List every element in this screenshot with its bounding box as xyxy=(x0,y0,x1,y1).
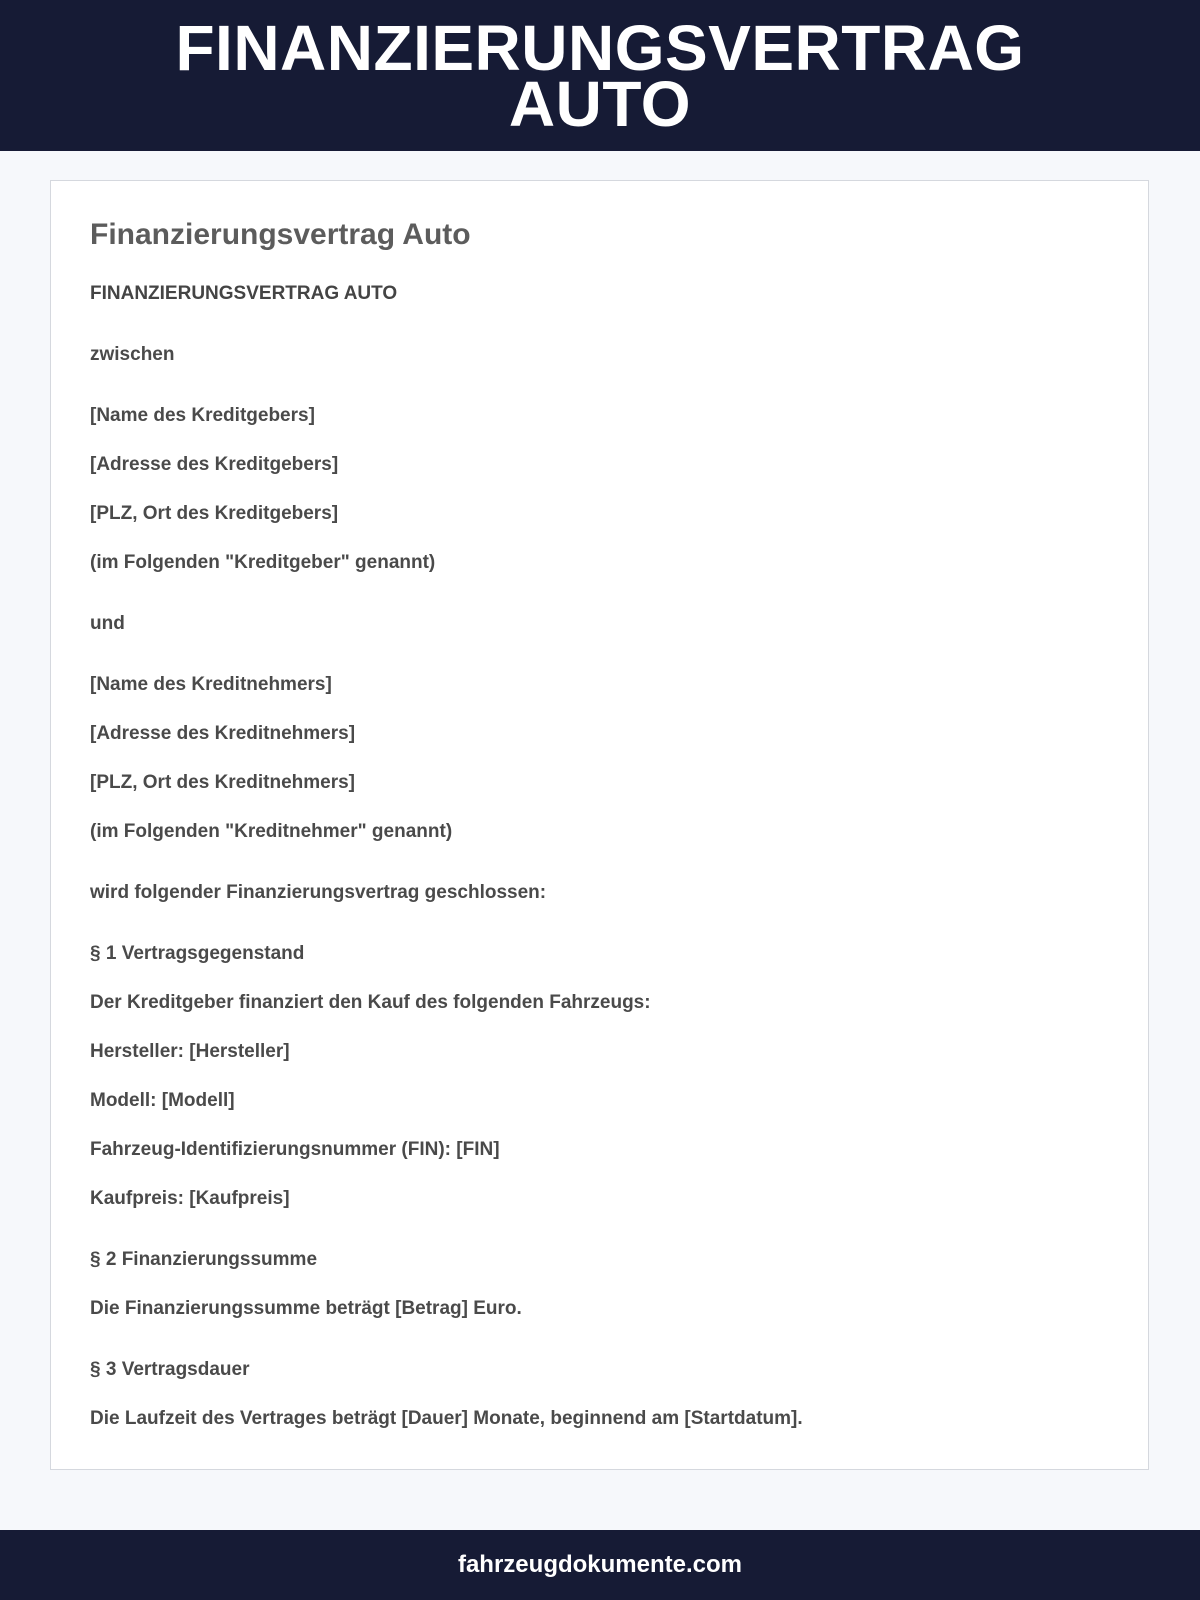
field-vin: Fahrzeug-Identifizierungsnummer (FIN): [FIN] xyxy=(90,1139,500,1160)
borrower-designation: (im Folgenden "Kreditnehmer" genannt) xyxy=(90,821,453,842)
lender-designation: (im Folgenden "Kreditgeber" genannt) xyxy=(90,552,436,573)
field-model: Modell: [Modell] xyxy=(90,1090,235,1111)
header-title: FINANZIERUNGSVERTRAG AUTO xyxy=(175,11,1025,140)
page-footer xyxy=(0,1530,1200,1600)
section-3-text: Die Laufzeit des Vertrages beträgt [Dauer] Monate, beginnend am [Startdatum]. xyxy=(90,1408,803,1429)
footer-site-name: fahrzeugdokumente.com xyxy=(457,1551,743,1578)
field-manufacturer: Hersteller: [Hersteller] xyxy=(90,1041,290,1062)
text-and: und xyxy=(90,613,125,634)
contract-intro: wird folgender Finanzierungsvertrag geschlossen: xyxy=(90,882,547,903)
section-2-text: Die Finanzierungssumme beträgt [Betrag] Euro. xyxy=(90,1298,522,1319)
document-card xyxy=(50,180,1149,1470)
borrower-city: [PLZ, Ort des Kreditnehmers] xyxy=(90,772,355,793)
borrower-address: [Adresse des Kreditnehmers] xyxy=(90,723,356,744)
contract-heading: FINANZIERUNGSVERTRAG AUTO xyxy=(90,283,398,304)
section-2-heading: § 2 Finanzierungssumme xyxy=(90,1249,318,1270)
document-title: Finanzierungsvertrag Auto xyxy=(90,218,471,251)
lender-name: [Name des Kreditgebers] xyxy=(90,405,315,426)
section-1-text: Der Kreditgeber finanziert den Kauf des folgenden Fahrzeugs: xyxy=(90,992,651,1013)
page-header xyxy=(0,0,1200,151)
field-price: Kaufpreis: [Kaufpreis] xyxy=(90,1188,290,1209)
lender-address: [Adresse des Kreditgebers] xyxy=(90,454,339,475)
borrower-name: [Name des Kreditnehmers] xyxy=(90,674,332,695)
section-1-heading: § 1 Vertragsgegenstand xyxy=(90,943,305,964)
section-3-heading: § 3 Vertragsdauer xyxy=(90,1359,250,1380)
text-between: zwischen xyxy=(90,344,175,365)
lender-city: [PLZ, Ort des Kreditgebers] xyxy=(90,503,339,524)
